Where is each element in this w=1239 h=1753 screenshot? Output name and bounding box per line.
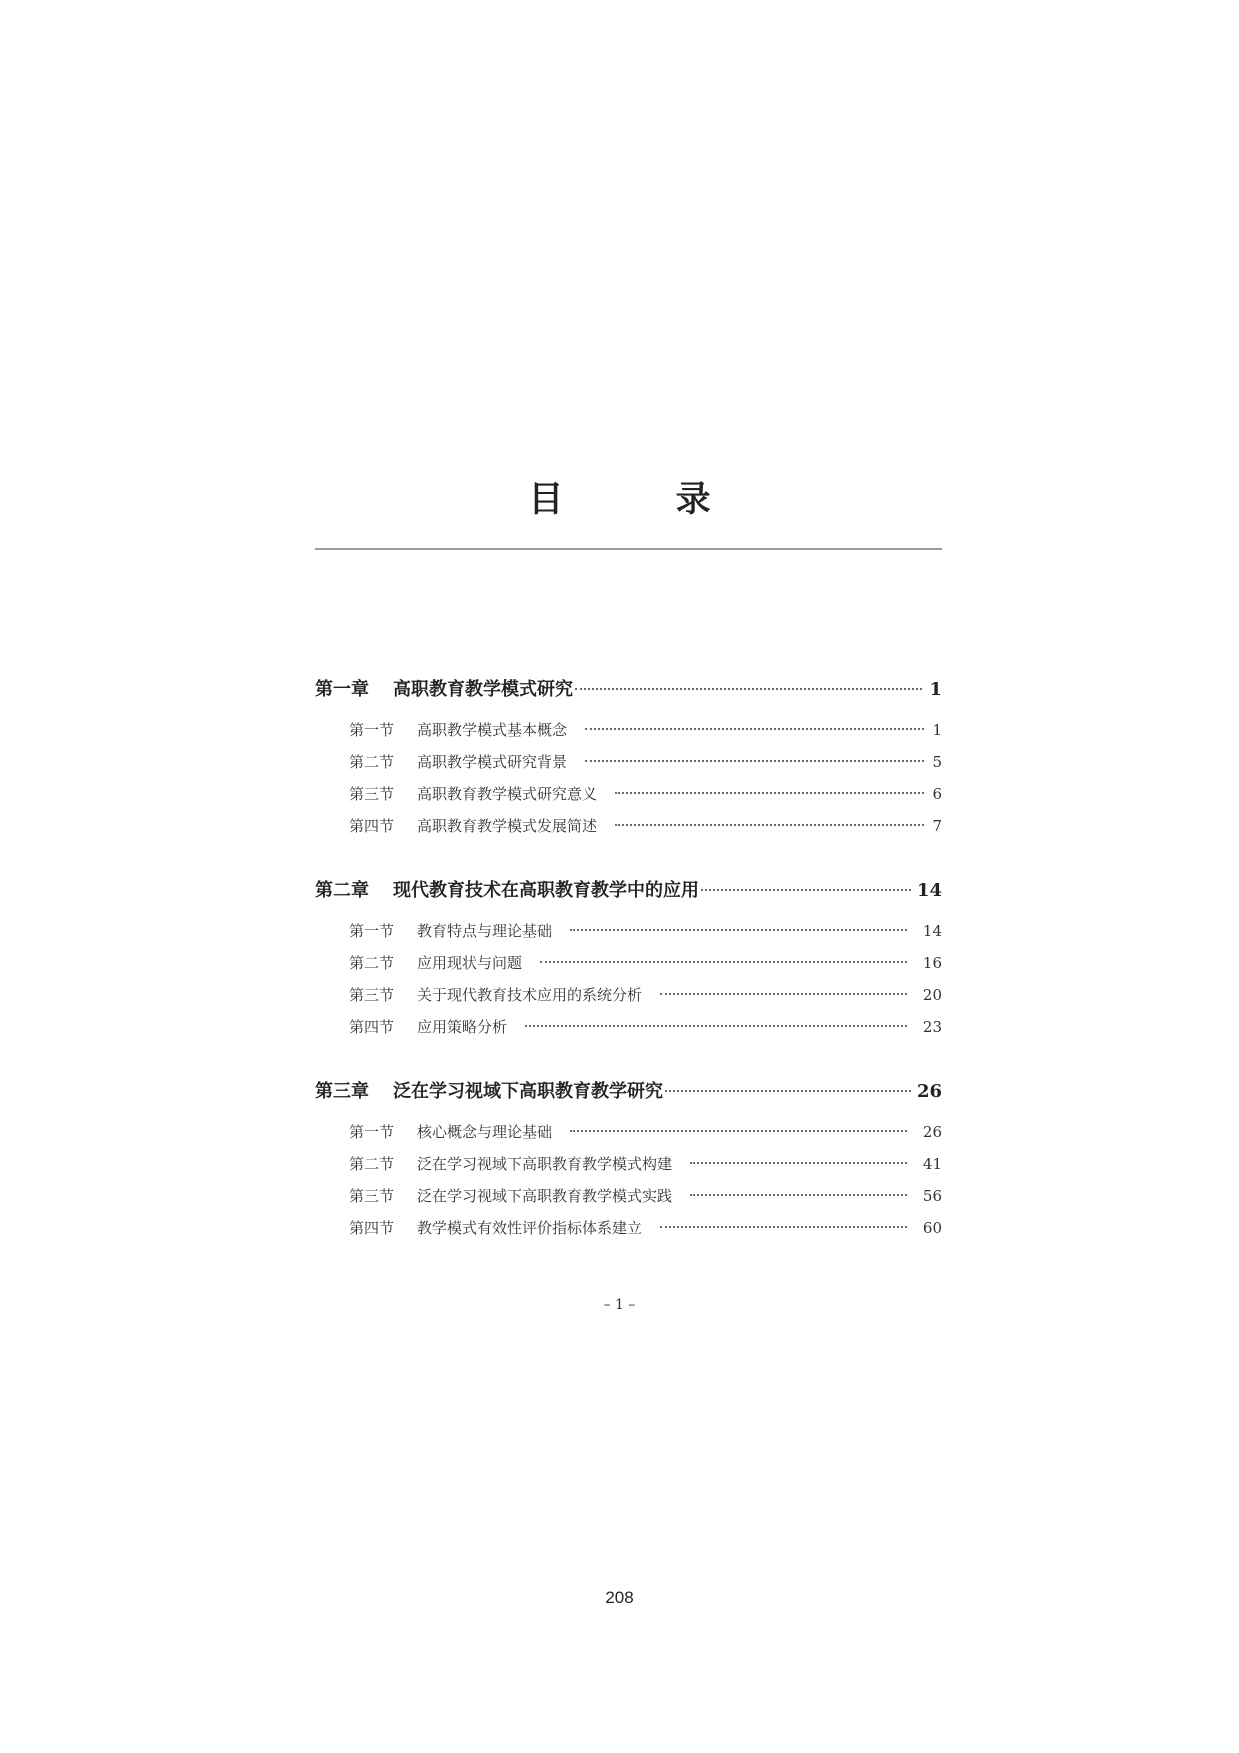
chapter-number: 第一章 [315,679,369,700]
section-page: 6 [932,785,942,803]
section-entry[interactable] [349,984,942,1006]
chapter-page: 1 [929,679,942,700]
section-title: 泛在学习视域下高职教育教学模式构建 [417,1155,673,1173]
section-number: 第二节 [349,753,395,771]
dot-leader [570,929,907,931]
section-number: 第三节 [349,986,395,1004]
section-entry[interactable] [349,1121,942,1143]
dot-leader [575,688,922,690]
section-page: 41 [922,1155,942,1173]
chapter-entry[interactable] [315,677,942,703]
section-number: 第一节 [349,721,395,739]
section-entry[interactable] [349,751,942,773]
section-page: 1 [932,721,942,739]
section-entry[interactable] [349,1153,942,1175]
section-entry[interactable] [349,815,942,837]
dot-leader [585,760,924,762]
section-page: 5 [932,753,942,771]
chapter-title: 高职教育教学模式研究 [393,679,573,700]
section-entry[interactable] [349,719,942,741]
dot-leader [690,1194,907,1196]
title-divider [315,548,942,550]
section-page: 7 [932,817,942,835]
toc-title: 目 录 [528,479,761,520]
section-page: 60 [922,1219,942,1237]
chapter-page: 26 [916,1081,942,1102]
chapter-number: 第三章 [315,1081,369,1102]
section-title: 泛在学习视域下高职教育教学模式实践 [417,1187,673,1205]
section-title: 高职教学模式基本概念 [417,721,568,739]
section-number: 第三节 [349,1187,395,1205]
section-title: 应用现状与问题 [417,954,523,972]
dot-leader [585,728,924,730]
section-number: 第四节 [349,1018,395,1036]
section-number: 第一节 [349,1123,395,1141]
section-title: 教学模式有效性评价指标体系建立 [417,1219,643,1237]
section-page: 26 [922,1123,942,1141]
dot-leader [615,792,924,794]
chapter-title: 泛在学习视域下高职教育教学研究 [393,1081,663,1102]
section-number: 第二节 [349,1155,395,1173]
section-entry[interactable] [349,1217,942,1239]
dot-leader [665,1090,911,1092]
chapter-number: 第二章 [315,880,369,901]
section-page: 56 [922,1187,942,1205]
section-entry[interactable] [349,1016,942,1038]
section-title: 高职教育教学模式发展简述 [417,817,598,835]
inner-page-label: – 1 – [603,1297,636,1313]
section-title: 高职教育教学模式研究意义 [417,785,598,803]
section-entry[interactable] [349,952,942,974]
dot-leader [690,1162,907,1164]
dot-leader [660,993,907,995]
section-page: 16 [922,954,942,972]
section-number: 第三节 [349,785,395,803]
section-title: 应用策略分析 [417,1018,508,1036]
section-number: 第二节 [349,954,395,972]
section-number: 第四节 [349,1219,395,1237]
chapter-entry[interactable] [315,878,942,904]
section-page: 14 [922,922,942,940]
dot-leader [660,1226,907,1228]
dot-leader [540,961,907,963]
page-number: 208 [605,1588,634,1607]
section-title: 高职教学模式研究背景 [417,753,568,771]
section-entry[interactable] [349,783,942,805]
chapter-page: 14 [916,880,942,901]
dot-leader [701,889,911,891]
section-title: 核心概念与理论基础 [417,1123,553,1141]
section-entry[interactable] [349,920,942,942]
chapter-entry[interactable] [315,1079,942,1105]
dot-leader [570,1130,907,1132]
section-page: 20 [922,986,942,1004]
section-page: 23 [922,1018,942,1036]
dot-leader [615,824,924,826]
section-number: 第四节 [349,817,395,835]
chapter-title: 现代教育技术在高职教育教学中的应用 [393,880,699,901]
dot-leader [525,1025,907,1027]
section-entry[interactable] [349,1185,942,1207]
section-number: 第一节 [349,922,395,940]
section-title: 教育特点与理论基础 [417,922,553,940]
section-title: 关于现代教育技术应用的系统分析 [417,986,643,1004]
